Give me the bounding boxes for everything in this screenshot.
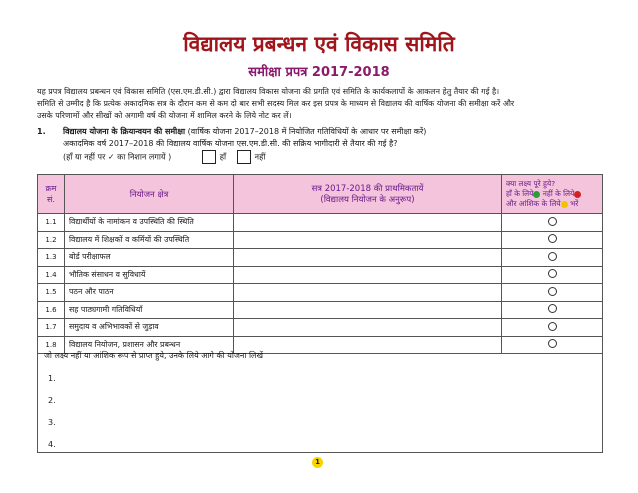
no-checkbox[interactable] [237,150,251,164]
intro-line: यह प्रपत्र विद्यालय प्रबन्धन एवं विकास समिति (एस.एम.डी.सी.) द्वारा विद्यालय विकास योजना की प्रगति एवं समिति के कार्यकलापों के आकलन हेतु तैयार की गई है। [37,87,500,96]
status-cell[interactable] [502,284,603,302]
priority-cell[interactable] [234,284,502,302]
planning-area: भौतिक संसाधन व सुविधायें [65,266,234,284]
planning-area: विद्यालय नियोजन, प्रशासन और प्रबन्धन [65,336,234,354]
intro-paragraph [37,86,603,122]
priority-cell[interactable] [234,249,502,267]
planning-area: सह पाठ्यगामी गतिविधियाँ [65,301,234,319]
serial-header: क्रम सं. [38,175,65,214]
status-cell[interactable] [502,301,603,319]
status-header: क्या लक्ष्य पूरे हुये? हाँ के लिये नहीं के लिये और आंशिक के लिये भरें [502,175,603,214]
planning-area: विद्यार्थीयों के नामांकन व उपस्थिति की स्थिति [65,214,234,232]
status-circle-icon[interactable] [548,322,557,331]
row-number: 1.1 [38,214,65,232]
yes-checkbox[interactable] [202,150,216,164]
table-row [38,301,603,319]
section-heading: विद्यालय योजना के क्रियान्वयन की समीक्षा [63,127,186,136]
intro-line: उसके परिणामों और सीखों को अगामी वर्ष की योजना में शामिल करने के लिये नोट कर लें। [37,111,292,120]
plan-line-number: 3. [48,418,56,427]
plan-line-number: 2. [48,396,56,405]
status-cell[interactable] [502,214,603,232]
status-cell[interactable] [502,319,603,337]
status-circle-icon[interactable] [548,269,557,278]
plan-line-number: 4. [48,440,56,449]
priority-cell[interactable] [234,301,502,319]
row-number: 1.7 [38,319,65,337]
table-row [38,249,603,267]
section-question: अकादमिक वर्ष 2017–2018 की विद्यालय वार्षिक योजना एस.एम.डी.सी. की सक्रिय भागीदारी से तैयार की गई है? [63,139,398,148]
page-title: विद्यालय प्रबन्धन एवं विकास समिति [183,31,455,56]
table-row [38,284,603,302]
area-header: नियोजन क्षेत्र [65,175,234,214]
table-row [38,231,603,249]
row-number: 1.6 [38,301,65,319]
priority-cell[interactable] [234,319,502,337]
tick-instruction: (हाँ या नहीं पर ✓ का निशान लगायें ) [63,152,172,162]
yellow-dot-icon [561,201,568,208]
future-plan-prompt: जो लक्ष्य नहीं या आंशिक रूप से प्राप्त हुये, उनके लिये आगे की योजना लिखें [44,351,263,360]
yes-no-row [37,150,603,164]
row-number: 1.8 [38,336,65,354]
section-heading-note: (वार्षिक योजना 2017–2018 में नियोजित गतिविधियों के आधार पर समीक्षा करें) [187,127,427,136]
planning-area: समुदाय व अभिभावकों से जुड़ाव [65,319,234,337]
priority-cell[interactable] [234,266,502,284]
priority-cell[interactable] [234,231,502,249]
status-cell[interactable] [502,231,603,249]
table-row [38,214,603,232]
red-dot-icon [574,191,581,198]
planning-area: विद्यालय में शिक्षकों व कर्मियों की उपस्थिति [65,231,234,249]
page-subtitle: समीक्षा प्रपत्र 2017-2018 [248,65,390,80]
table-header-row [38,175,603,214]
yes-label: हाँ [219,152,227,162]
row-number: 1.4 [38,266,65,284]
table-row [38,319,603,337]
planning-area: बोर्ड परीक्षाफल [65,249,234,267]
row-number: 1.3 [38,249,65,267]
green-dot-icon [533,191,540,198]
status-circle-icon[interactable] [548,234,557,243]
intro-line: समिति से उम्मीद है कि प्रत्येक अकादमिक सत्र के दौरान कम से कम दो बार सभी सदस्य मिल कर इस प्रपत्र के माध्यम से विद्यालय की वार्षिक योजना की समीक्षा करें और [37,99,515,108]
status-cell[interactable] [502,266,603,284]
priority-cell[interactable] [234,214,502,232]
row-number: 1.2 [38,231,65,249]
page-number: 1 [312,457,323,468]
status-cell[interactable] [502,249,603,267]
no-label: नहीं [254,152,266,162]
priority-header: सत्र 2017-2018 की प्राथमिकतायें (विद्यालय नियोजन के अनुरूप) [234,175,502,214]
plan-line-number: 1. [48,374,56,383]
section-implementation-review [37,126,603,164]
status-circle-icon[interactable] [548,252,557,261]
future-plan-box[interactable] [37,344,603,453]
status-circle-icon[interactable] [548,217,557,226]
table-row [38,266,603,284]
row-number: 1.5 [38,284,65,302]
review-table [37,174,603,354]
planning-area: पठन और पाठन [65,284,234,302]
status-circle-icon[interactable] [548,304,557,313]
section-number: 1. [37,127,46,136]
status-circle-icon[interactable] [548,287,557,296]
